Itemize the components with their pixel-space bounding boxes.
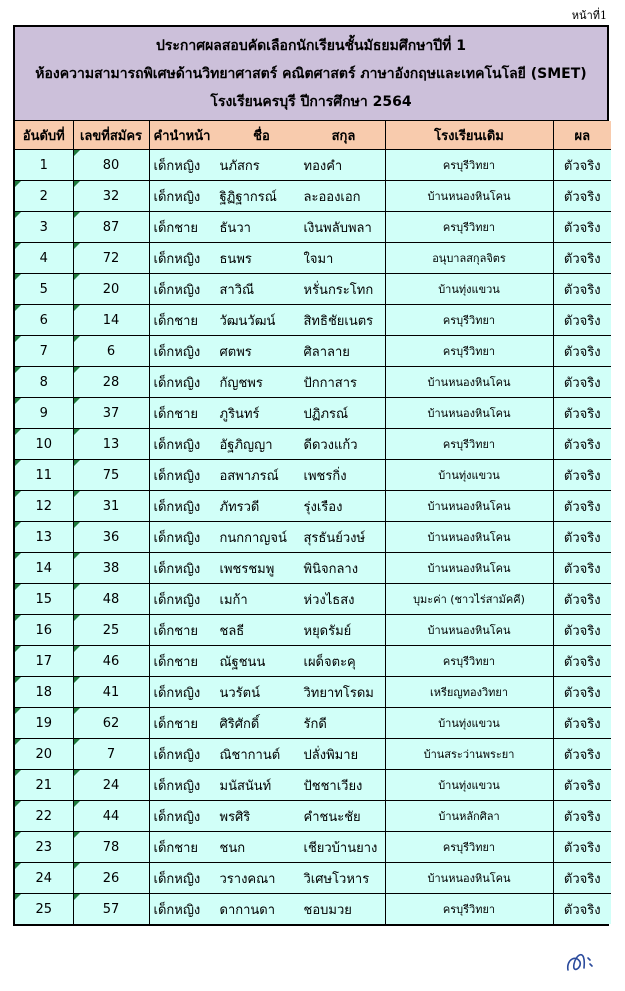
student-name-cell — [149, 398, 385, 429]
name-prefix: เด็กชาย — [153, 406, 198, 422]
last-name: ดีดวงแก้ว — [303, 437, 358, 453]
name-prefix: เด็กหญิง — [153, 375, 201, 391]
first-name: ชนก — [219, 840, 246, 856]
student-name-cell — [149, 491, 385, 522]
name-prefix: เด็กหญิง — [153, 685, 201, 701]
result-cell: ตัวจริง — [553, 367, 611, 398]
student-name-cell — [149, 212, 385, 243]
previous-school-cell: ครบุรีวิทยา — [385, 212, 553, 243]
result-cell: ตัวจริง — [553, 863, 611, 894]
announcement-title: ประกาศผลสอบคัดเลือกนักเรียนชั้นมัธยมศึกษาปีที่ 1 — [155, 37, 467, 54]
previous-school-cell: ครบุรีวิทยา — [385, 646, 553, 677]
application-number-cell: 80 — [73, 150, 149, 181]
table-row — [15, 429, 611, 460]
application-number-cell: 26 — [73, 863, 149, 894]
application-number-cell: 31 — [73, 491, 149, 522]
first-name: เพชรชมพู — [219, 561, 275, 577]
previous-school-cell: บ้านหนองหินโคน — [385, 398, 553, 429]
table-row — [15, 894, 611, 925]
previous-school-cell: บ้านสระว่านพระยา — [385, 739, 553, 770]
application-number-cell: 48 — [73, 584, 149, 615]
first-name: วรางคณา — [219, 871, 276, 887]
announcement-program: ห้องความสามารถพิเศษด้านวิทยาศาสตร์ คณิตศาสตร์ ภาษาอังกฤษและเทคโนโลยี (SMET) — [35, 65, 587, 82]
rank-cell: 16 — [15, 615, 73, 646]
student-name-cell — [149, 243, 385, 274]
result-cell: ตัวจริง — [553, 584, 611, 615]
name-prefix: เด็กหญิง — [153, 871, 201, 887]
last-name: เงินพลับพลา — [303, 220, 372, 236]
last-name: ปักกาสาร — [303, 375, 358, 391]
previous-school-cell: บ้านหนองหินโคน — [385, 863, 553, 894]
last-name: วิทยาทโรดม — [303, 685, 374, 701]
student-name-cell — [149, 832, 385, 863]
result-cell: ตัวจริง — [553, 429, 611, 460]
rank-cell: 18 — [15, 677, 73, 708]
table-row — [15, 212, 611, 243]
first-name: กนกกาญจน์ — [219, 530, 287, 546]
first-name: ภัทรวดี — [219, 499, 260, 515]
name-prefix: เด็กหญิง — [153, 902, 201, 918]
application-number-cell: 62 — [73, 708, 149, 739]
first-name: พรศิริ — [219, 809, 251, 825]
rank-cell: 24 — [15, 863, 73, 894]
first-name: สาวิณี — [219, 282, 255, 298]
rank-cell: 22 — [15, 801, 73, 832]
application-number-cell: 57 — [73, 894, 149, 925]
name-prefix: เด็กชาย — [153, 654, 198, 670]
last-name: ศิลาลาย — [303, 344, 350, 360]
table-row — [15, 615, 611, 646]
name-prefix: เด็กหญิง — [153, 344, 201, 360]
name-prefix: เด็กหญิง — [153, 189, 201, 205]
student-name-cell — [149, 770, 385, 801]
result-cell: ตัวจริง — [553, 770, 611, 801]
table-row — [15, 367, 611, 398]
last-name: เชียวบ้านยาง — [303, 840, 378, 856]
previous-school-cell: บ้านหนองหินโคน — [385, 367, 553, 398]
table-row — [15, 460, 611, 491]
rank-cell: 3 — [15, 212, 73, 243]
table-row — [15, 801, 611, 832]
first-name: ธันวา — [219, 220, 251, 236]
column-header-last-name: สกุล — [331, 128, 356, 144]
last-name: ทองคำ — [303, 158, 343, 174]
name-prefix: เด็กชาย — [153, 623, 198, 639]
student-name-cell — [149, 553, 385, 584]
rank-cell: 6 — [15, 305, 73, 336]
first-name: อสพาภรณ์ — [219, 468, 279, 484]
result-cell: ตัวจริง — [553, 150, 611, 181]
result-cell: ตัวจริง — [553, 460, 611, 491]
rank-cell: 23 — [15, 832, 73, 863]
last-name: ชอบมวย — [303, 902, 352, 918]
table-row — [15, 832, 611, 863]
application-number-cell: 13 — [73, 429, 149, 460]
rank-cell: 8 — [15, 367, 73, 398]
result-cell: ตัวจริง — [553, 677, 611, 708]
last-name: สิทธิชัยเนตร — [303, 313, 374, 329]
last-name: สุรธันย์วงษ์ — [303, 530, 366, 546]
name-prefix: เด็กหญิง — [153, 468, 201, 484]
result-cell: ตัวจริง — [553, 646, 611, 677]
last-name: รุ่งเรือง — [303, 499, 343, 515]
student-name-cell — [149, 429, 385, 460]
rank-cell: 1 — [15, 150, 73, 181]
last-name: พินิจกลาง — [303, 561, 359, 577]
table-row — [15, 336, 611, 367]
student-name-cell — [149, 894, 385, 925]
application-number-cell: 37 — [73, 398, 149, 429]
rank-cell: 19 — [15, 708, 73, 739]
name-prefix: เด็กหญิง — [153, 809, 201, 825]
result-cell: ตัวจริง — [553, 894, 611, 925]
results-table — [15, 121, 611, 924]
last-name: รักดี — [303, 716, 327, 732]
signature-mark — [562, 940, 602, 980]
table-row — [15, 491, 611, 522]
table-row — [15, 770, 611, 801]
first-name: ฐิฏิฐากรณ์ — [219, 189, 277, 205]
result-cell: ตัวจริง — [553, 491, 611, 522]
table-row — [15, 522, 611, 553]
rank-cell: 4 — [15, 243, 73, 274]
student-name-cell — [149, 677, 385, 708]
application-number-cell: 72 — [73, 243, 149, 274]
previous-school-cell: อนุบาลสกุลจิตร — [385, 243, 553, 274]
rank-cell: 17 — [15, 646, 73, 677]
previous-school-cell: บ้านหนองหินโคน — [385, 553, 553, 584]
name-prefix: เด็กชาย — [153, 220, 198, 236]
student-name-cell — [149, 646, 385, 677]
rank-cell: 2 — [15, 181, 73, 212]
table-row — [15, 553, 611, 584]
application-number-cell: 46 — [73, 646, 149, 677]
table-row — [15, 584, 611, 615]
name-prefix: เด็กหญิง — [153, 592, 201, 608]
application-number-cell: 41 — [73, 677, 149, 708]
previous-school-cell: ครบุรีวิทยา — [385, 894, 553, 925]
student-name-cell — [149, 150, 385, 181]
student-name-cell — [149, 708, 385, 739]
table-row — [15, 243, 611, 274]
last-name: ปฏิภรณ์ — [303, 406, 349, 422]
result-cell: ตัวจริง — [553, 398, 611, 429]
first-name: เมก้า — [219, 592, 248, 608]
first-name: อัฐภิญญา — [219, 437, 273, 453]
result-cell: ตัวจริง — [553, 243, 611, 274]
rank-cell: 20 — [15, 739, 73, 770]
previous-school-cell: บ้านทุ่งแขวน — [385, 460, 553, 491]
column-header-previous-school-label: โรงเรียนเดิม — [434, 128, 504, 144]
first-name: ศิริศักดิ์ — [219, 716, 260, 732]
student-name-cell — [149, 305, 385, 336]
last-name: ห่วงไธสง — [303, 592, 355, 608]
rank-cell: 15 — [15, 584, 73, 615]
table-row — [15, 677, 611, 708]
application-number-cell: 44 — [73, 801, 149, 832]
student-name-cell — [149, 181, 385, 212]
previous-school-cell: ครบุรีวิทยา — [385, 305, 553, 336]
last-name: ปัชชาเวียง — [303, 778, 363, 794]
name-prefix: เด็กชาย — [153, 840, 198, 856]
column-header-result: ผล — [553, 121, 611, 150]
table-row — [15, 398, 611, 429]
column-header-previous-school — [385, 121, 553, 150]
previous-school-cell: บ้านหนองหินโคน — [385, 615, 553, 646]
first-name: ณัฐชนน — [219, 654, 266, 670]
application-number-cell: 25 — [73, 615, 149, 646]
previous-school-cell: บุมะค่า (ชาวไร่สามัคคี) — [385, 584, 553, 615]
announcement-header — [15, 27, 607, 121]
last-name: เพชรกิ่ง — [303, 468, 347, 484]
result-cell: ตัวจริง — [553, 832, 611, 863]
previous-school-cell: บ้านทุ่งแขวน — [385, 274, 553, 305]
rank-cell: 12 — [15, 491, 73, 522]
result-cell: ตัวจริง — [553, 305, 611, 336]
name-prefix: เด็กหญิง — [153, 561, 201, 577]
first-name: ภูรินทร์ — [219, 406, 260, 422]
application-number-cell: 36 — [73, 522, 149, 553]
student-name-cell — [149, 336, 385, 367]
column-header-name-group — [149, 121, 385, 150]
rank-cell: 13 — [15, 522, 73, 553]
result-cell: ตัวจริง — [553, 212, 611, 243]
name-prefix: เด็กหญิง — [153, 747, 201, 763]
result-cell: ตัวจริง — [553, 553, 611, 584]
name-prefix: เด็กหญิง — [153, 251, 201, 267]
announcement-school-year: โรงเรียนครบุรี ปีการศึกษา 2564 — [210, 93, 412, 110]
last-name: ใจมา — [303, 251, 334, 267]
last-name: ปลั่งพิมาย — [303, 747, 359, 763]
column-header-rank: อันดับที่ — [15, 121, 73, 150]
last-name: หยุดรัมย์ — [303, 623, 352, 639]
student-name-cell — [149, 739, 385, 770]
rank-cell: 14 — [15, 553, 73, 584]
application-number-cell: 75 — [73, 460, 149, 491]
name-prefix: เด็กหญิง — [153, 530, 201, 546]
result-cell: ตัวจริง — [553, 739, 611, 770]
table-row — [15, 646, 611, 677]
last-name: วิเศษโวหาร — [303, 871, 370, 887]
first-name: นภัสกร — [219, 158, 260, 174]
student-name-cell — [149, 615, 385, 646]
rank-cell: 10 — [15, 429, 73, 460]
result-cell: ตัวจริง — [553, 708, 611, 739]
application-number-cell: 7 — [73, 739, 149, 770]
previous-school-cell: ครบุรีวิทยา — [385, 336, 553, 367]
last-name: เผด็จตะคุ — [303, 654, 356, 670]
rank-cell: 5 — [15, 274, 73, 305]
previous-school-cell: บ้านทุ่งแขวน — [385, 770, 553, 801]
table-header-row — [15, 121, 611, 150]
student-name-cell — [149, 522, 385, 553]
student-name-cell — [149, 584, 385, 615]
student-name-cell — [149, 460, 385, 491]
name-prefix: เด็กหญิง — [153, 158, 201, 174]
name-prefix: เด็กหญิง — [153, 437, 201, 453]
first-name: ณิชากานต์ — [219, 747, 281, 763]
name-prefix: เด็กหญิง — [153, 778, 201, 794]
application-number-cell: 38 — [73, 553, 149, 584]
first-name: ธนพร — [219, 251, 252, 267]
table-row — [15, 181, 611, 212]
table-row — [15, 150, 611, 181]
application-number-cell: 14 — [73, 305, 149, 336]
student-name-cell — [149, 367, 385, 398]
application-number-cell: 87 — [73, 212, 149, 243]
previous-school-cell: บ้านหนองหินโคน — [385, 181, 553, 212]
page-number: หน้าที่1 — [571, 9, 607, 22]
first-name: ศตพร — [219, 344, 252, 360]
student-name-cell — [149, 863, 385, 894]
result-cell: ตัวจริง — [553, 615, 611, 646]
table-row — [15, 739, 611, 770]
first-name: วัฒนวัฒน์ — [219, 313, 276, 329]
previous-school-cell: บ้านทุ่งแขวน — [385, 708, 553, 739]
table-row — [15, 274, 611, 305]
application-number-cell: 6 — [73, 336, 149, 367]
application-number-cell: 28 — [73, 367, 149, 398]
table-row — [15, 708, 611, 739]
last-name: ละอองเอก — [303, 189, 361, 205]
application-number-cell: 78 — [73, 832, 149, 863]
application-number-cell: 24 — [73, 770, 149, 801]
previous-school-cell: ครบุรีวิทยา — [385, 429, 553, 460]
previous-school-cell: บ้านหนองหินโคน — [385, 491, 553, 522]
last-name: คำชนะชัย — [303, 809, 361, 825]
rank-cell: 11 — [15, 460, 73, 491]
rank-cell: 21 — [15, 770, 73, 801]
previous-school-cell: บ้านหลักศิลา — [385, 801, 553, 832]
result-cell: ตัวจริง — [553, 522, 611, 553]
name-prefix: เด็กหญิง — [153, 282, 201, 298]
result-cell: ตัวจริง — [553, 181, 611, 212]
first-name: ชลธี — [219, 623, 245, 639]
column-header-first-name: ชื่อ — [253, 128, 270, 144]
previous-school-cell: บ้านหนองหินโคน — [385, 522, 553, 553]
rank-cell: 25 — [15, 894, 73, 925]
first-name: นวรัตน์ — [219, 685, 260, 701]
rank-cell: 9 — [15, 398, 73, 429]
previous-school-cell: เหรียญทองวิทยา — [385, 677, 553, 708]
name-prefix: เด็กหญิง — [153, 499, 201, 515]
column-header-prefix: คำนำหน้า — [153, 128, 211, 144]
result-cell: ตัวจริง — [553, 336, 611, 367]
application-number-cell: 20 — [73, 274, 149, 305]
name-prefix: เด็กชาย — [153, 716, 198, 732]
application-number-cell: 32 — [73, 181, 149, 212]
first-name: ดากานดา — [219, 902, 276, 918]
student-name-cell — [149, 801, 385, 832]
previous-school-cell: ครบุรีวิทยา — [385, 832, 553, 863]
table-row — [15, 305, 611, 336]
last-name: หรั่นกระโทก — [303, 282, 374, 298]
result-cell: ตัวจริง — [553, 274, 611, 305]
column-header-application-no: เลขที่สมัคร — [73, 121, 149, 150]
result-cell: ตัวจริง — [553, 801, 611, 832]
rank-cell: 7 — [15, 336, 73, 367]
name-prefix: เด็กชาย — [153, 313, 198, 329]
previous-school-cell: ครบุรีวิทยา — [385, 150, 553, 181]
first-name: มนัสนันท์ — [219, 778, 272, 794]
table-row — [15, 863, 611, 894]
student-name-cell — [149, 274, 385, 305]
first-name: กัญชพร — [219, 375, 263, 391]
results-sheet — [13, 25, 609, 926]
